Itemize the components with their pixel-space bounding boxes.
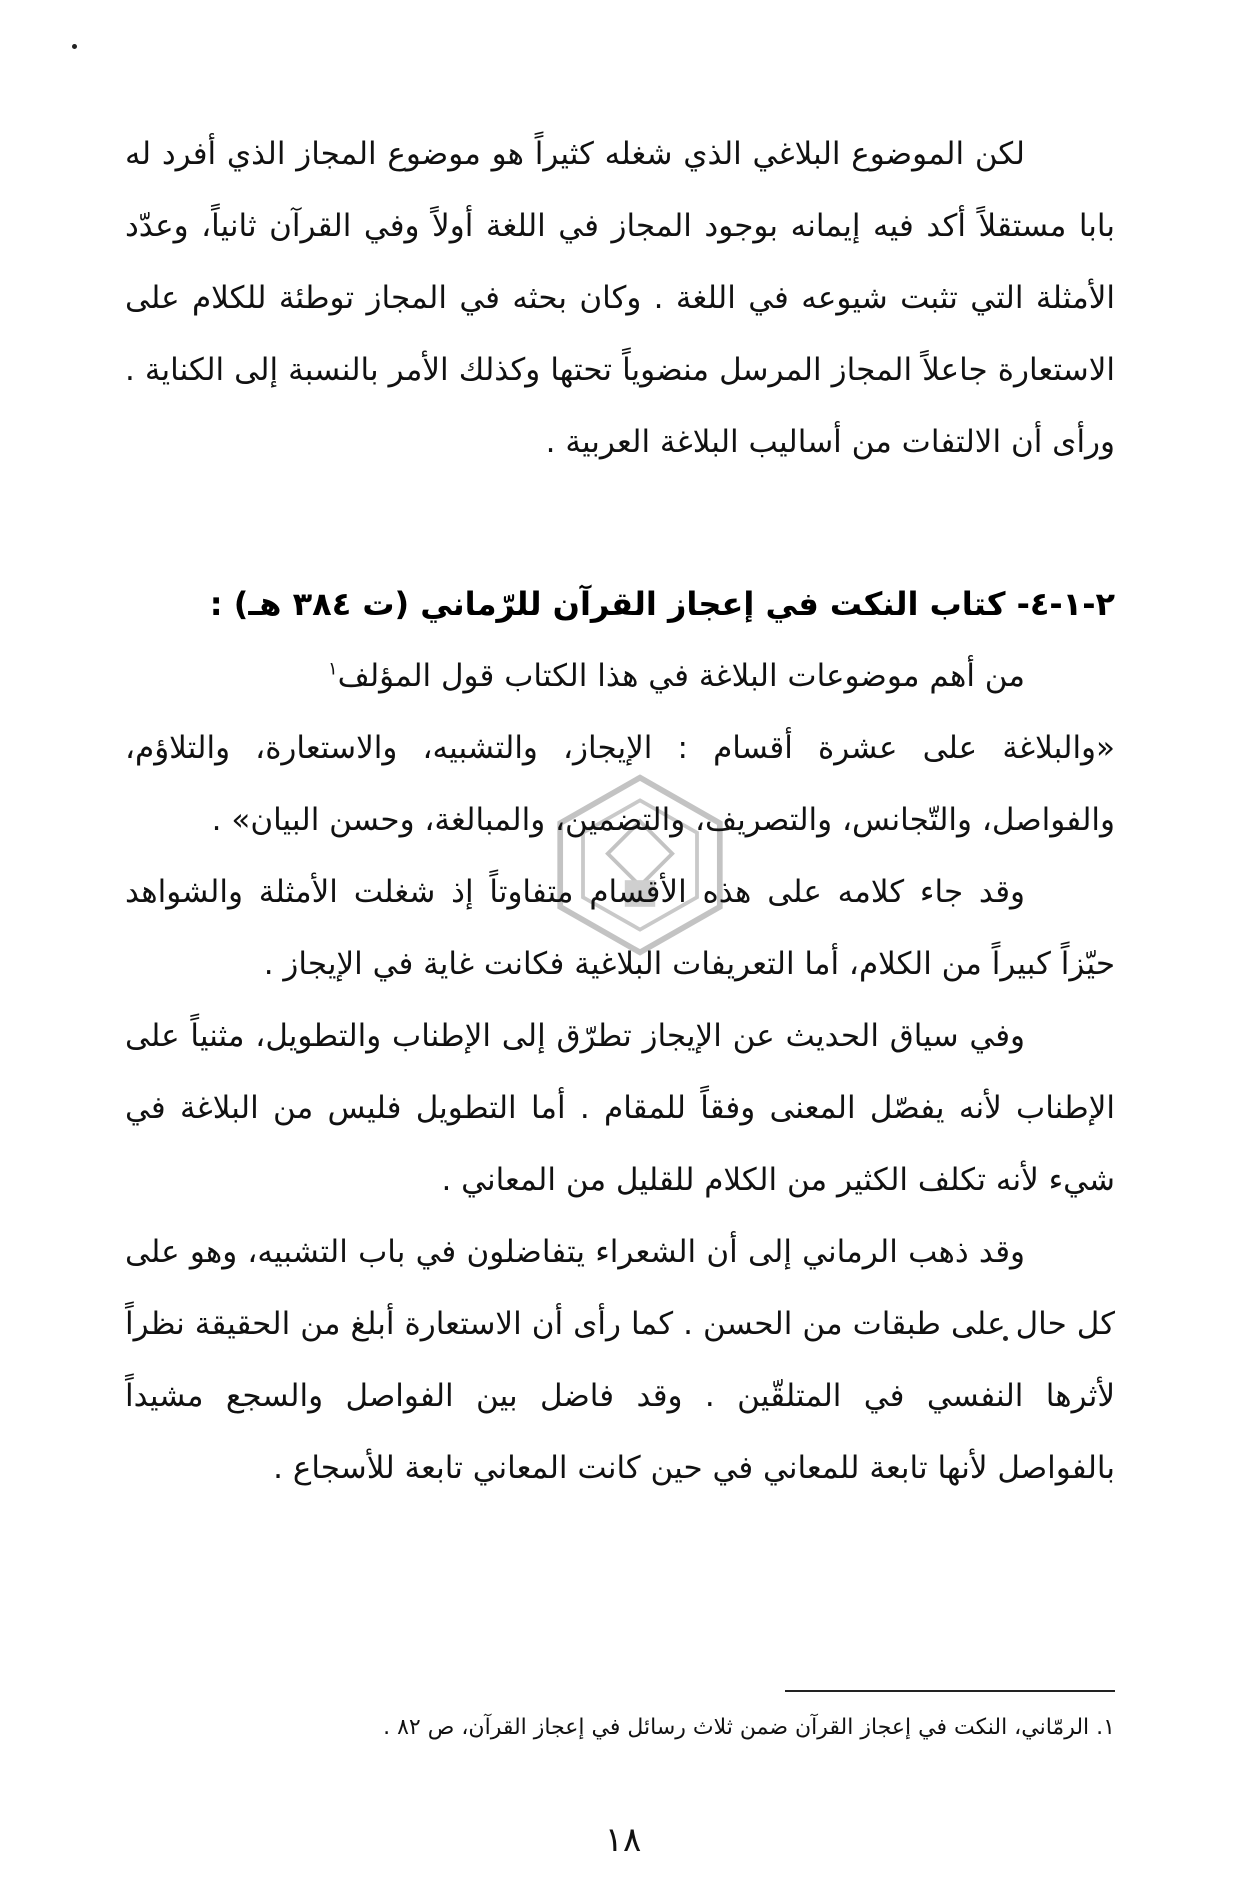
footnote-divider	[785, 1690, 1115, 1692]
paragraph-topics	[125, 640, 1115, 712]
quote-paragraph: «والبلاغة على عشرة أقسام : الإيجاز، والتشبيه، والاستعارة، والتلاؤم، والفواصل، والتّجانس، والتصريف، والتضمين، والمبالغة، وحسن البيان» .	[125, 730, 1115, 838]
scan-speck	[72, 44, 77, 49]
paragraph-metaphor: لكن الموضوع البلاغي الذي شغله كثيراً هو موضوع المجاز الذي أفرد له بابا مستقلاً أكد فيه إيمانه بوجود المجاز في اللغة أولاً وفي القرآن ثانياً، وعدّد الأمثلة التي تثبت شيوعه في اللغة . وكان بحثه في المجاز توطئة للكلام على الاستعارة جاعلاً المجاز المرسل منضوياً تحتها وكذلك الأمر بالنسبة إلى الكناية . ورأى أن الالتفات من أساليب البلاغة العربية .	[125, 136, 1115, 460]
body-section-intro	[125, 118, 1115, 478]
page-number: ١٨	[604, 1820, 642, 1860]
paragraph-similes: وقد ذهب الرماني إلى أن الشعراء يتفاضلون في باب التشبيه، وهو على كل حال على طبقات من الحسن . كما رأى أن الاستعارة أبلغ من الحقيقة نظراً لأثرها النفسي في المتلقّين . وقد فاضل بين الفواصل والسجع مشيداً بالفواصل لأنها تابعة للمعاني في حين كانت المعاني تابعة للأسجاع .	[125, 1234, 1115, 1486]
footnote: ١. الرمّاني، النكت في إعجاز القرآن ضمن ثلاث رسائل في إعجاز القرآن، ص ٨٢ .	[383, 1715, 1115, 1740]
body-section-nukat	[125, 640, 1115, 1504]
paragraph-brevity: وفي سياق الحديث عن الإيجاز تطرّق إلى الإطناب والتطويل، مثنياً على الإطناب لأنه يفصّل المعنى وفقاً للمقام . أما التطويل فليس من البلاغة في شيء لأنه تكلف الكثير من الكلام للقليل من المعاني .	[125, 1018, 1115, 1198]
paragraph-topics-text: من أهم موضوعات البلاغة في هذا الكتاب قول المؤلف	[337, 658, 1025, 694]
footnote-reference[interactable]: ١	[327, 658, 338, 680]
paragraph-examples: وقد جاء كلامه على هذه الأقسام متفاوتاً إذ شغلت الأمثلة والشواهد حيّزاً كبيراً من الكلام، أما التعريفات البلاغية فكانت غاية في الإيجاز .	[125, 874, 1115, 982]
section-heading: ٢-١-٤- كتاب النكت في إعجاز القرآن للرّماني (ت ٣٨٤ هـ) :	[209, 585, 1115, 623]
